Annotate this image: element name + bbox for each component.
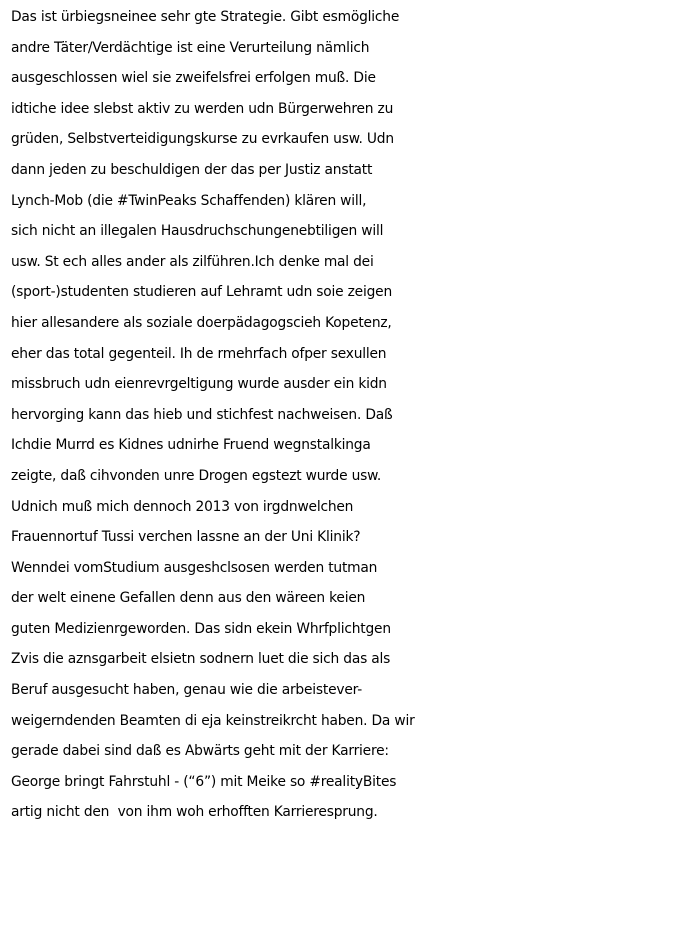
text-line-3: ausgeschlossen wiel sie zweifelsfrei erfolgen muß. Die [11, 70, 376, 87]
text-line-22: Zvis die aznsgarbeit elsietn sodnern luet die sich das als [11, 651, 391, 668]
text-line-26: George bringt Fahrstuhl - (“6”) mit Meike so #realityBites [11, 773, 397, 790]
text-line-7: Lynch-Mob (die #TwinPeaks Schaffenden) klären will, [11, 192, 367, 209]
text-line-12: eher das total gegenteil. Ih de rmehrfach ofper sexullen [11, 345, 387, 362]
text-line-14: hervorging kann das hieb und stichfest nachweisen. Daß [11, 406, 393, 423]
text-line-11: hier allesandere als soziale doerpädagogscieh Kopetenz, [11, 314, 392, 331]
text-line-16: zeigte, daß cihvonden unre Drogen egstezt wurde usw. [11, 467, 382, 484]
text-line-1: Das ist ürbiegsneinee sehr gte Strategie. Gibt esmögliche [11, 9, 400, 25]
text-line-23: Beruf ausgesucht haben, genau wie die arbeistever- [11, 682, 363, 699]
text-line-21: guten Medizienrgeworden. Das sidn ekein Whrfplichtgen [11, 620, 391, 637]
text-line-20: der welt einene Gefallen denn aus den wäreen keien [11, 590, 366, 607]
text-line-18: Frauennortuf Tussi verchen lassne an der Uni Klinik? [11, 529, 361, 546]
text-line-6: dann jeden zu beschuldigen der das per Justiz anstatt [11, 161, 373, 178]
text-line-2: andre Täter/Verdächtige ist eine Verurteilung nämlich [11, 39, 370, 56]
text-line-24: weigerndenden Beamten di eja keinstreikrcht haben. Da wir [11, 712, 415, 729]
text-line-4: idtiche idee slebst aktiv zu werden udn Bürgerwehren zu [11, 100, 394, 117]
text-line-9: usw. St ech alles ander als zilführen.Ich denke mal dei [11, 253, 374, 270]
body-text [11, 2, 681, 828]
text-line-15: Ichdie Murrd es Kidnes udnirhe Fruend wegnstalkinga [11, 437, 371, 454]
text-line-13: missbruch udn eienrevrgeltigung wurde ausder ein kidn [11, 376, 387, 393]
text-line-5: grüden, Selbstverteidigungskurse zu evrkaufen usw. Udn [11, 131, 394, 148]
text-line-17: Udnich muß mich dennoch 2013 von irgdnwelchen [11, 498, 354, 515]
text-line-27: artig nicht den von ihm woh erhofften Karrieresprung. [11, 804, 378, 821]
text-line-8: sich nicht an illegalen Hausdruchschungenebtiligen will [11, 223, 384, 240]
text-line-25: gerade dabei sind daß es Abwärts geht mit der Karriere: [11, 743, 389, 760]
text-line-10: (sport-)studenten studieren auf Lehramt udn soie zeigen [11, 284, 392, 301]
text-line-19: Wenndei vomStudium ausgeshclsosen werden tutman [11, 559, 378, 576]
